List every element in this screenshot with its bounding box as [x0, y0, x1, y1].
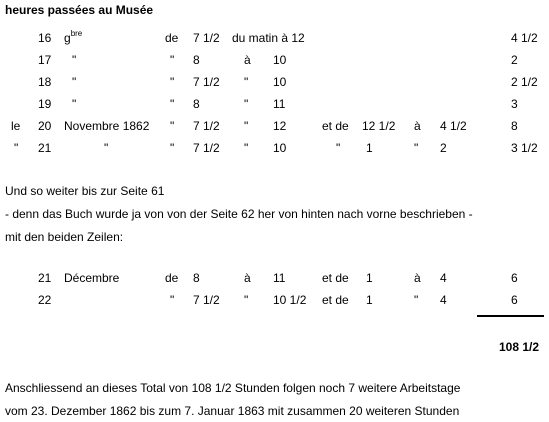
row-from: 8 — [193, 271, 200, 285]
paragraph-line: - denn das Buch wurde ja von von der Seite 62 her von hinten nach vorne beschrieben - — [5, 207, 473, 221]
row-from2: 1 — [366, 141, 373, 155]
month-abbr-sup: bre — [70, 29, 83, 38]
row-to: 11 — [273, 97, 286, 111]
row-connector: " — [244, 75, 249, 89]
row-et-de: et de — [322, 293, 349, 307]
row-from: 8 — [193, 53, 200, 67]
row-to: 10 1/2 — [273, 293, 307, 307]
row-day: 21 — [38, 141, 52, 155]
row-hours: 3 1/2 — [511, 141, 538, 155]
row-to: 12 — [273, 119, 287, 133]
row-de: de — [165, 31, 179, 45]
row-day: 19 — [38, 97, 52, 111]
row-to: 10 — [273, 53, 287, 67]
row-from: 7 1/2 — [193, 293, 220, 307]
paragraph-line: mit den beiden Zeilen: — [5, 230, 124, 244]
row-prefix: le — [11, 119, 21, 133]
row-to: 10 — [273, 75, 287, 89]
row-hours: 6 — [511, 293, 518, 307]
row-connector: à — [244, 271, 251, 285]
row-to: 10 — [273, 141, 287, 155]
row-hours: 2 1/2 — [511, 75, 538, 89]
paragraph-line: Und so weiter bis zur Seite 61 — [5, 184, 165, 198]
row-to: 11 — [273, 271, 286, 285]
row-de: " — [170, 119, 175, 133]
row-month: " — [72, 97, 77, 111]
row-de: " — [170, 293, 175, 307]
row-et-de: et de — [322, 271, 349, 285]
row-hours: 3 — [511, 97, 518, 111]
page-title: heures passées au Musée — [5, 3, 154, 17]
row-de: " — [170, 53, 175, 67]
row-de: " — [170, 75, 175, 89]
row-et-de: et de — [322, 119, 349, 133]
row-hours: 4 1/2 — [511, 31, 538, 45]
row-connector: " — [244, 141, 249, 155]
row-day: 18 — [38, 75, 52, 89]
row-from: 7 1/2 — [193, 75, 220, 89]
row-day: 16 — [38, 31, 52, 45]
row-et-de: " — [336, 141, 341, 155]
row-from: 8 — [193, 97, 200, 111]
row-de: " — [170, 97, 175, 111]
row-to2: 4 1/2 — [440, 119, 467, 133]
row-connector: " — [244, 119, 249, 133]
total-value: 108 1/2 — [499, 340, 540, 354]
row-a2: à — [414, 119, 421, 133]
row-from2: 12 1/2 — [362, 119, 396, 133]
row-hours: 6 — [511, 271, 518, 285]
row-to2: 2 — [440, 141, 447, 155]
row-day: 22 — [38, 293, 52, 307]
row-hours: 2 — [511, 53, 518, 67]
row-month: " — [72, 53, 77, 67]
row-connector: " — [244, 293, 249, 307]
row-month: Novembre 1862 — [64, 119, 150, 133]
row-hours: 8 — [511, 119, 518, 133]
row-from: 7 1/2 — [193, 31, 220, 45]
row-from2: 1 — [366, 271, 373, 285]
row-month: " — [72, 75, 77, 89]
row-day: 17 — [38, 53, 52, 67]
row-a2: " — [414, 141, 419, 155]
row-month: Décembre — [64, 271, 120, 285]
row-month — [64, 31, 82, 45]
row-from: 7 1/2 — [193, 141, 220, 155]
paragraph-line: vom 23. Dezember 1862 bis zum 7. Januar 1863 mit zusammen 20 weiteren Stunden — [5, 404, 460, 418]
row-from: 7 1/2 — [193, 119, 220, 133]
month-abbr: g — [64, 31, 71, 45]
row-day: 20 — [38, 119, 52, 133]
row-connector: " — [244, 97, 249, 111]
total-rule — [477, 315, 544, 317]
row-connector: du matin à 12 — [232, 31, 305, 45]
row-day: 21 — [38, 271, 52, 285]
row-a2: " — [414, 293, 419, 307]
paragraph-line: Anschliessend an dieses Total von 108 1/2 Stunden folgen noch 7 weitere Arbeitstage — [5, 381, 461, 395]
row-de: " — [170, 141, 175, 155]
row-prefix: " — [14, 141, 19, 155]
row-from2: 1 — [366, 293, 373, 307]
row-a2: à — [414, 271, 421, 285]
row-de: de — [165, 271, 179, 285]
row-to2: 4 — [440, 271, 447, 285]
row-connector: à — [244, 53, 251, 67]
row-month: " — [104, 141, 109, 155]
row-to2: 4 — [440, 293, 447, 307]
